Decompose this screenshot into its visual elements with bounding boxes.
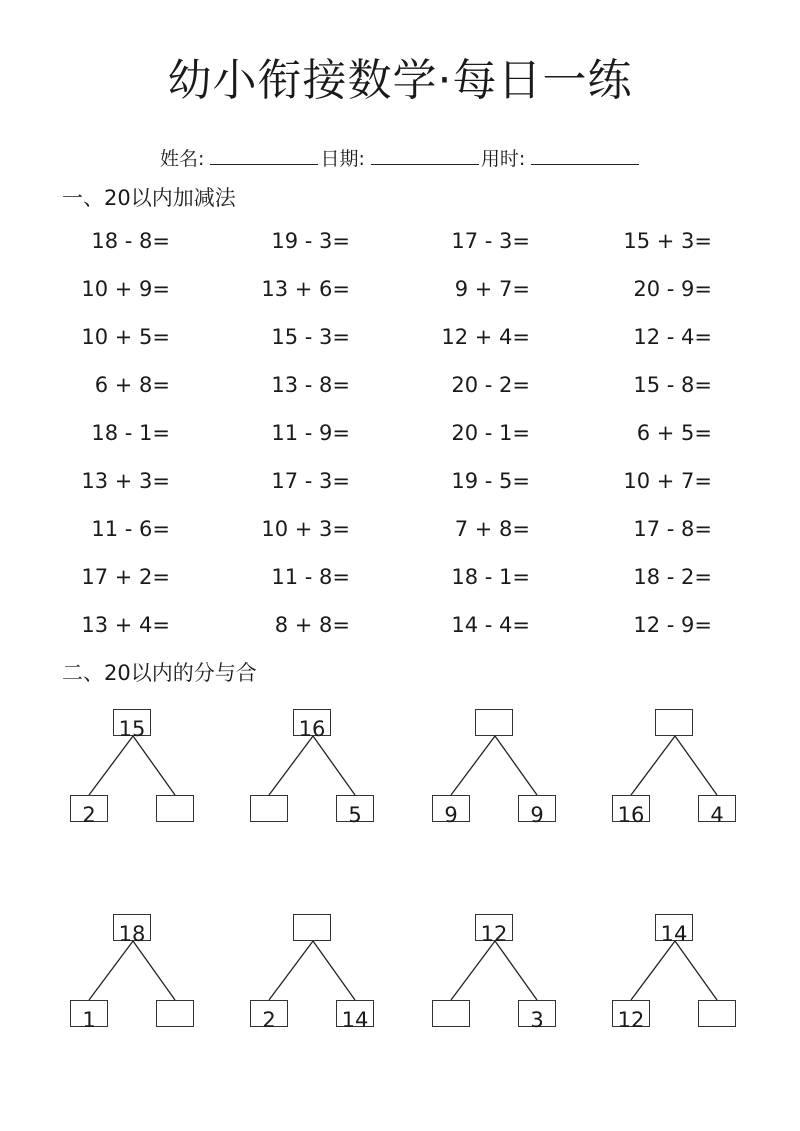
equation: 15 + 3= [623, 229, 712, 253]
equation: 9 + 7= [454, 277, 530, 301]
bond-top-box: 15 [113, 709, 151, 736]
equation: 10 + 7= [623, 469, 712, 493]
equation: 19 - 5= [451, 469, 530, 493]
number-bond [250, 709, 380, 829]
bond-right-box[interactable] [156, 795, 194, 822]
equation: 10 + 5= [81, 325, 170, 349]
bond-right-box: 14 [336, 1000, 374, 1027]
section2-heading: 二、20以内的分与合 [62, 661, 257, 685]
bond-line [451, 941, 495, 1000]
name-field[interactable] [210, 146, 318, 165]
equation: 19 - 3= [271, 229, 350, 253]
bond-line [133, 941, 175, 1000]
equation: 12 - 4= [633, 325, 712, 349]
bond-line [269, 736, 313, 795]
equation: 15 - 3= [271, 325, 350, 349]
number-bond [432, 914, 562, 1034]
equation: 15 - 8= [633, 373, 712, 397]
equation: 6 + 5= [636, 421, 712, 445]
bond-line [313, 736, 355, 795]
bond-left-box: 16 [612, 795, 650, 822]
section1-heading: 一、20以内加减法 [62, 186, 236, 210]
bond-line [631, 736, 675, 795]
equation: 7 + 8= [454, 517, 530, 541]
date-field[interactable] [371, 146, 479, 165]
equation: 17 - 3= [451, 229, 530, 253]
equation: 10 + 9= [81, 277, 170, 301]
equation: 11 - 6= [91, 517, 170, 541]
equation: 20 - 2= [451, 373, 530, 397]
equation: 10 + 3= [261, 517, 350, 541]
time-field[interactable] [531, 146, 639, 165]
equation: 18 - 1= [91, 421, 170, 445]
bond-left-box[interactable] [432, 1000, 470, 1027]
bond-right-box: 5 [336, 795, 374, 822]
equation: 13 - 8= [271, 373, 350, 397]
number-bond [70, 709, 200, 829]
equation: 11 - 8= [271, 565, 350, 589]
bond-top-box: 18 [113, 914, 151, 941]
bond-right-box: 4 [698, 795, 736, 822]
equation: 12 - 9= [633, 613, 712, 637]
bond-line [675, 736, 717, 795]
number-bond [612, 709, 742, 829]
bond-line [269, 941, 313, 1000]
equation: 20 - 9= [633, 277, 712, 301]
equation: 8 + 8= [274, 613, 350, 637]
page-title: 幼小衔接数学·每日一练 [167, 55, 633, 106]
bond-top-box[interactable] [475, 709, 513, 736]
number-bond [250, 914, 380, 1034]
bond-top-box: 12 [475, 914, 513, 941]
bond-line [675, 941, 717, 1000]
bond-line [495, 736, 537, 795]
equation: 14 - 4= [451, 613, 530, 637]
equation: 13 + 3= [81, 469, 170, 493]
equation: 13 + 4= [81, 613, 170, 637]
bond-left-box: 12 [612, 1000, 650, 1027]
bond-top-box: 14 [655, 914, 693, 941]
bond-left-box[interactable] [250, 795, 288, 822]
equation: 17 - 8= [633, 517, 712, 541]
info-line [160, 144, 641, 171]
equation: 18 - 2= [633, 565, 712, 589]
equation: 20 - 1= [451, 421, 530, 445]
equation: 6 + 8= [94, 373, 170, 397]
bond-line [631, 941, 675, 1000]
bond-right-box[interactable] [698, 1000, 736, 1027]
number-bond [432, 709, 562, 829]
equation: 18 - 1= [451, 565, 530, 589]
bond-right-box: 9 [518, 795, 556, 822]
bond-top-box[interactable] [293, 914, 331, 941]
equation: 17 - 3= [271, 469, 350, 493]
bond-line [451, 736, 495, 795]
bond-left-box: 2 [250, 1000, 288, 1027]
bond-line [133, 736, 175, 795]
bond-line [313, 941, 355, 1000]
bond-left-box: 2 [70, 795, 108, 822]
equation: 13 + 6= [261, 277, 350, 301]
bond-top-box[interactable] [655, 709, 693, 736]
bond-top-box: 16 [293, 709, 331, 736]
bond-right-box: 3 [518, 1000, 556, 1027]
name-label: 姓名: [160, 148, 205, 170]
equation: 18 - 8= [91, 229, 170, 253]
bond-line [89, 941, 133, 1000]
bond-left-box: 9 [432, 795, 470, 822]
date-label: 日期: [320, 148, 365, 170]
number-bond [70, 914, 200, 1034]
time-label: 用时: [480, 148, 526, 170]
number-bond [612, 914, 742, 1034]
equation: 12 + 4= [441, 325, 530, 349]
equation: 17 + 2= [81, 565, 170, 589]
bond-line [495, 941, 537, 1000]
equation: 11 - 9= [271, 421, 350, 445]
bond-right-box[interactable] [156, 1000, 194, 1027]
bond-left-box: 1 [70, 1000, 108, 1027]
bond-line [89, 736, 133, 795]
